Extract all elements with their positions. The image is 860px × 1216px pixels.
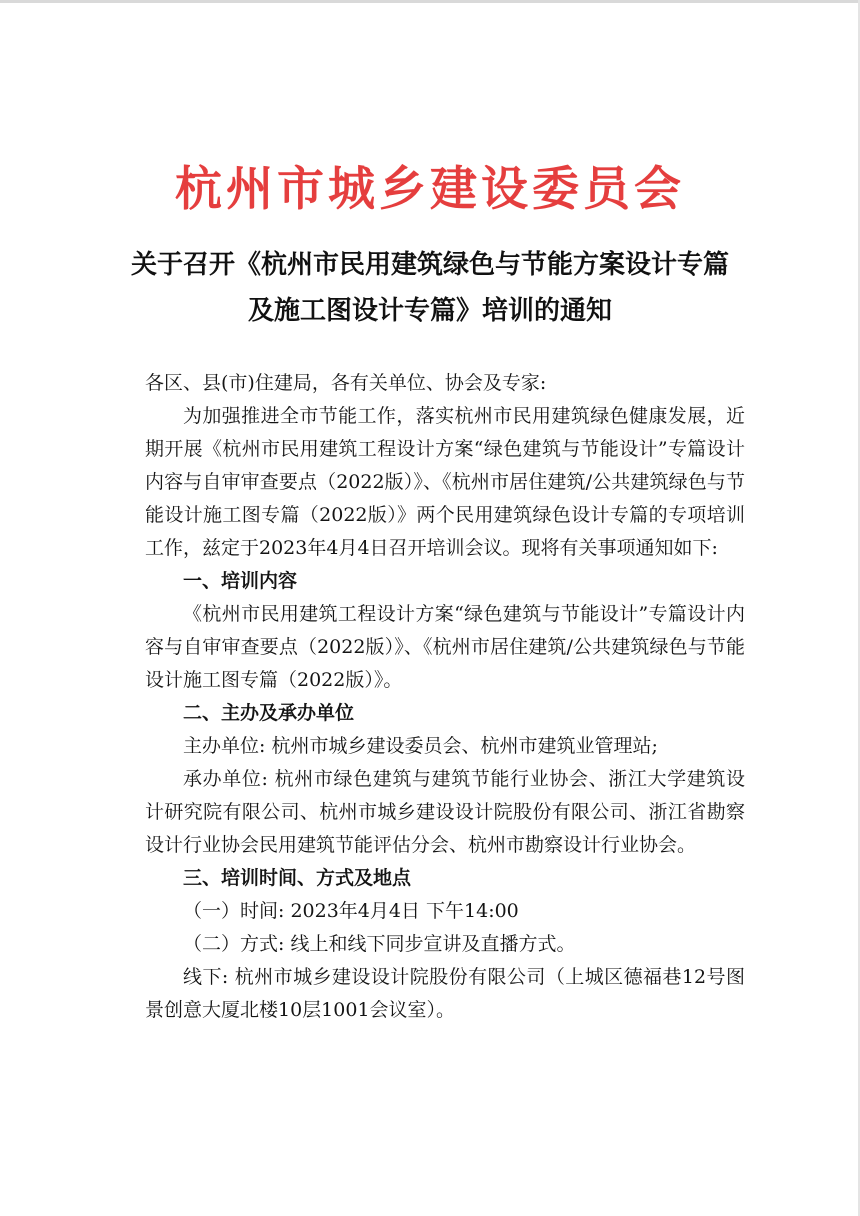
section-heading-organizers: 二、主办及承办单位 bbox=[183, 702, 355, 724]
notice-title-line-2: 及施工图设计专篇》培训的通知 bbox=[247, 296, 612, 326]
format-paragraph: （二）方式: 线上和线下同步宣讲及直播方式。 bbox=[183, 933, 576, 955]
venue-paragraph: 线下: 杭州市城乡建设设计院股份有限公司（上城区德福巷12号图景创意大厦北楼10层1001会议室）。 bbox=[145, 966, 745, 1021]
scan-edge-top bbox=[0, 0, 860, 3]
section-heading-time-place: 三、培训时间、方式及地点 bbox=[183, 867, 412, 889]
time-paragraph: （一）时间: 2023年4月4日 下午14:00 bbox=[183, 900, 519, 922]
salutation: 各区、县(市)住建局，各有关单位、协会及专家: bbox=[145, 372, 547, 394]
co-organizer-paragraph: 承办单位: 杭州市绿色建筑与建筑节能行业协会、浙江大学建筑设计研究院有限公司、杭州市城乡建设设计院股份有限公司、浙江省勘察设计行业协会民用建筑节能评估分会、杭州市勘察设计行业协会。 bbox=[145, 768, 745, 856]
intro-paragraph: 为加强推进全市节能工作，落实杭州市民用建筑绿色健康发展，近期开展《杭州市民用建筑工程设计方案“绿色建筑与节能设计”专篇设计内容与自审审查要点（2022版）》、《杭州市居住建筑/公共建筑绿色与节能设计施工图专篇（2022版）》两个民用建筑绿色设计专篇的专项培训工作，兹定于2023年4月4日召开培训会议。现将有关事项通知如下: bbox=[145, 405, 745, 559]
document-body bbox=[145, 367, 745, 1027]
organizer-paragraph: 主办单位: 杭州市城乡建设委员会、杭州市建筑业管理站; bbox=[183, 735, 658, 757]
section-heading-content: 一、培训内容 bbox=[183, 570, 298, 592]
letterhead-title: 杭州市城乡建设委员会 bbox=[175, 162, 685, 217]
section-content-paragraph: 《杭州市民用建筑工程设计方案“绿色建筑与节能设计”专篇设计内容与自审审查要点（2022版）》、《杭州市居住建筑/公共建筑绿色与节能设计施工图专篇（2022版）》。 bbox=[145, 603, 745, 691]
notice-title-line-1: 关于召开《杭州市民用建筑绿色与节能方案设计专篇 bbox=[130, 250, 729, 280]
